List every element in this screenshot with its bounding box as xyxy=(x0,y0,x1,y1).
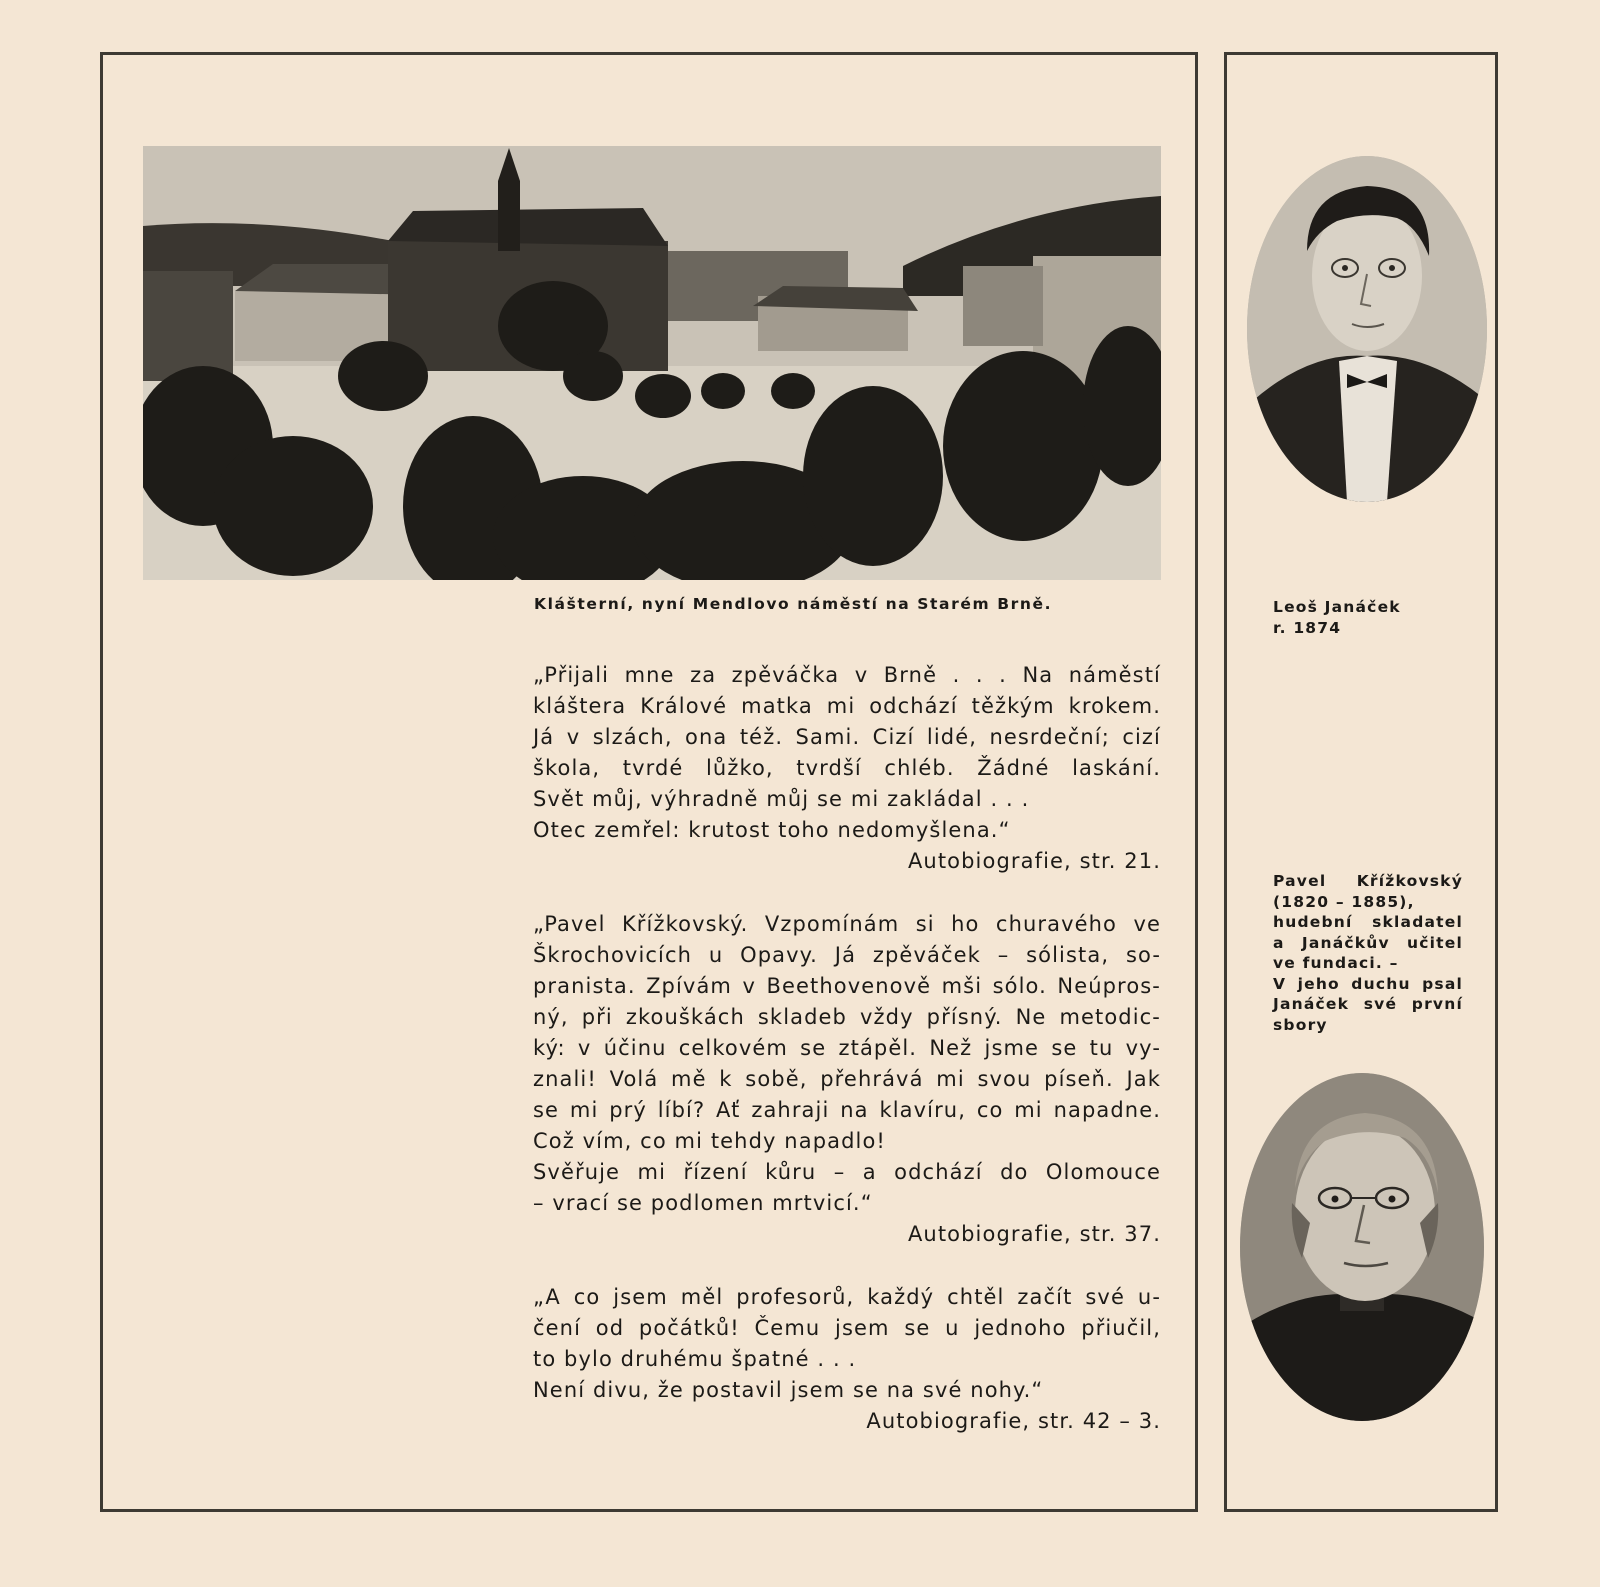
caption-line: Leoš Janáček xyxy=(1273,598,1401,616)
quote-line: ký: v účinu celkovém se ztápěl. Než jsme se tu vy- xyxy=(533,1036,1161,1060)
quote-2 xyxy=(533,909,1161,1250)
quote-line: ný, při zkouškách skladeb vždy přísný. Ne metodic- xyxy=(533,1005,1161,1029)
quote-line: pranista. Zpívám v Beethovenově mši sólo. Neúpros- xyxy=(533,974,1161,998)
photo-mendel-square xyxy=(143,146,1161,580)
caption-line: (1820 – 1885), xyxy=(1273,892,1415,911)
quote-line: znali! Volá mě k sobě, přehrává mi svou píseň. Jak xyxy=(533,1067,1161,1091)
caption-line: a Janáčkův učitel xyxy=(1273,933,1463,952)
caption-line: hudební skladatel xyxy=(1273,913,1463,931)
quote-line: kláštera Králové matka mi odchází těžkým krokem. xyxy=(533,694,1161,718)
quote-line: Není divu, že postavil jsem se na své nohy.“ xyxy=(533,1378,1044,1402)
quote-source: Autobiografie, str. 42 – 3. xyxy=(866,1409,1161,1433)
quote-1 xyxy=(533,660,1161,877)
quote-line: to bylo druhému špatné . . . xyxy=(533,1347,857,1371)
portrait-leos-janacek xyxy=(1247,156,1487,502)
quote-line: „Pavel Křížkovský. Vzpomínám si ho churavého ve xyxy=(533,912,1161,936)
quote-source: Autobiografie, str. 21. xyxy=(907,849,1161,873)
caption-line: sbory xyxy=(1273,1015,1328,1034)
quotes-column xyxy=(533,660,1161,1437)
quote-line: se mi prý líbí? Ať zahraji na klavíru, co mi napadne. xyxy=(533,1098,1161,1122)
caption-line: r. 1874 xyxy=(1273,618,1342,637)
quote-line: Svěřuje mi řízení kůru – a odchází do Olomouce xyxy=(533,1160,1161,1184)
quote-line: „A co jsem měl profesorů, každý chtěl začít své u- xyxy=(533,1285,1161,1309)
caption-line: Janáček své první xyxy=(1273,995,1463,1013)
caption-line: V jeho duchu psal xyxy=(1273,974,1463,993)
quote-line: Já v slzách, ona též. Sami. Cizí lidé, nesrdeční; cizí xyxy=(533,725,1161,749)
photo-caption: Klášterní, nyní Mendlovo náměstí na Starém Brně. xyxy=(534,595,1053,613)
quote-source: Autobiografie, str. 37. xyxy=(907,1222,1161,1246)
caption-pavel-krizkovsky xyxy=(1273,871,1463,1035)
quote-line: Svět můj, výhradně můj se mi zakládal . . . xyxy=(533,787,1030,811)
quote-line: škola, tvrdé lůžko, tvrdší chléb. Žádné laskání. xyxy=(533,756,1161,780)
portrait-pavel-krizkovsky xyxy=(1240,1073,1484,1421)
quote-line: čení od počátků! Čemu jsem se u jednoho přiučil, xyxy=(533,1316,1161,1340)
caption-line: ve fundaci. – xyxy=(1273,954,1399,972)
quote-line: „Přijali mne za zpěváčka v Brně . . . Na náměstí xyxy=(533,663,1161,687)
quote-line: Otec zemřel: krutost toho nedomyšlena.“ xyxy=(533,818,1011,842)
quote-line: Škrochovicích u Opavy. Já zpěváček – sólista, so- xyxy=(533,943,1161,967)
caption-line: Pavel Křížkovský xyxy=(1273,872,1463,890)
quote-line: Což vím, co mi tehdy napadlo! xyxy=(533,1129,886,1153)
quote-3 xyxy=(533,1282,1161,1437)
caption-leos-janacek xyxy=(1273,597,1401,638)
quote-line: – vrací se podlomen mrtvicí.“ xyxy=(533,1191,873,1215)
